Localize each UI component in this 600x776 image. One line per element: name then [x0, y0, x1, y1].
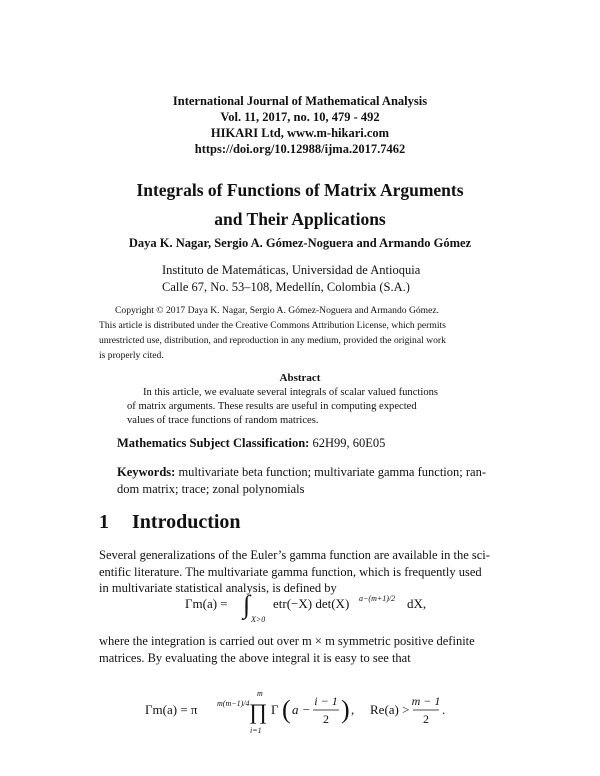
paper-title: [0, 176, 600, 234]
section-number: 1: [99, 511, 109, 533]
title-line-2: and Their Applications: [214, 209, 386, 229]
eq2-cond-denominator: 2: [423, 712, 429, 726]
copyright-line-1: Copyright © 2017 Daya K. Nagar, Sergio A. Gómez-Noguera and Armando Gómez.: [115, 305, 440, 316]
eq1-differential: dX,: [407, 596, 427, 611]
eq2-numerator: i − 1: [314, 694, 338, 708]
copyright-line-4: is properly cited.: [99, 350, 164, 361]
equation-multivariate-gamma-product: [145, 688, 455, 742]
paragraph-1: [99, 547, 501, 597]
msc-value: 62H99, 60E05: [312, 436, 386, 450]
keywords-line-2: dom matrix; trace; zonal polynomials: [117, 482, 305, 496]
eq1-exponent: a−(m+1)/2: [359, 594, 396, 603]
paragraph-2: [99, 633, 501, 666]
eq2-right-paren: ): [341, 695, 350, 724]
abstract-body: [127, 386, 473, 428]
affiliation: [162, 262, 420, 296]
affiliation-line-2: Calle 67, No. 53–108, Medellín, Colombia (S.A.): [162, 280, 410, 294]
keywords: [117, 464, 491, 498]
paragraph-1-line-1: Several generalizations of the Euler’s gamma function are available in the sci-: [99, 548, 490, 562]
eq2-denominator: 2: [323, 712, 329, 726]
abstract-line-1: In this article, we evaluate several integrals of scalar valued functions: [143, 387, 439, 398]
eq2-cond-numerator: m − 1: [411, 694, 441, 708]
paragraph-1-line-2: entific literature. The multivariate gamma function, which is frequently used: [99, 564, 482, 579]
paragraph-2-line-1: where the integration is carried out over m × m symmetric positive definite: [99, 634, 475, 648]
msc-classification: [117, 436, 385, 451]
copyright-notice: [99, 303, 501, 363]
keywords-line-1: multivariate beta function; multivariate gamma function; ran-: [178, 465, 486, 479]
authors: Daya K. Nagar, Sergio A. Gómez-Noguera and Armando Gómez: [128, 236, 472, 250]
eq2-product-sign: ∏: [249, 699, 268, 724]
abstract-line-2: of matrix arguments. These results are useful in computing expected: [127, 401, 417, 412]
affiliation-line-1: Instituto de Matemáticas, Universidad de Antioquia: [162, 263, 421, 277]
eq2-left-paren: (: [282, 695, 291, 724]
paragraph-2-line-2: matrices. By evaluating the above integral it is easy to see that: [99, 650, 411, 665]
section-title: Introduction: [132, 511, 241, 533]
eq2-comma: ,: [351, 702, 355, 717]
eq2-gamma: Γ: [271, 702, 279, 717]
copyright-line-2: This article is distributed under the Creative Commons Attribution License, which permits: [99, 320, 446, 331]
title-line-1: Integrals of Functions of Matrix Arguments: [136, 180, 464, 200]
eq1-integral-subscript: X>0: [251, 615, 266, 624]
eq1-integrand: etr(−X) det(X): [273, 596, 350, 611]
equation-multivariate-gamma-integral: [185, 590, 427, 626]
keywords-label: Keywords:: [117, 465, 176, 479]
eq1-integral-sign: ∫: [243, 590, 251, 619]
section-heading: [99, 511, 241, 534]
eq1-lhs: Γm(a) =: [185, 596, 228, 611]
eq2-exponent: m(m−1)/4: [217, 699, 250, 708]
eq2-prod-bottom: i=1: [250, 726, 262, 735]
eq2-lhs: Γm(a) = π: [145, 702, 198, 717]
msc-label: Mathematics Subject Classification:: [117, 436, 310, 450]
paragraph-1-line-3: in multivariate statistical analysis, is defined by: [99, 581, 337, 595]
abstract-line-3: values of trace functions of random matrices.: [127, 415, 319, 426]
eq2-prod-top: m: [257, 689, 263, 698]
eq2-period: .: [442, 702, 446, 717]
copyright-line-3: unrestricted use, distribution, and reproduction in any medium, provided the original work: [99, 335, 446, 346]
eq2-a: a −: [292, 702, 311, 717]
journal-publisher: HIKARI Ltd, www.m-hikari.com: [210, 126, 390, 140]
eq2-condition: Re(a) >: [370, 702, 410, 717]
journal-doi[interactable]: https://doi.org/10.12988/ijma.2017.7462: [194, 142, 406, 156]
journal-header: [0, 93, 600, 157]
journal-volume: Vol. 11, 2017, no. 10, 479 - 492: [220, 110, 380, 124]
journal-name: International Journal of Mathematical Analysis: [172, 94, 428, 108]
abstract-heading: Abstract: [279, 372, 321, 384]
